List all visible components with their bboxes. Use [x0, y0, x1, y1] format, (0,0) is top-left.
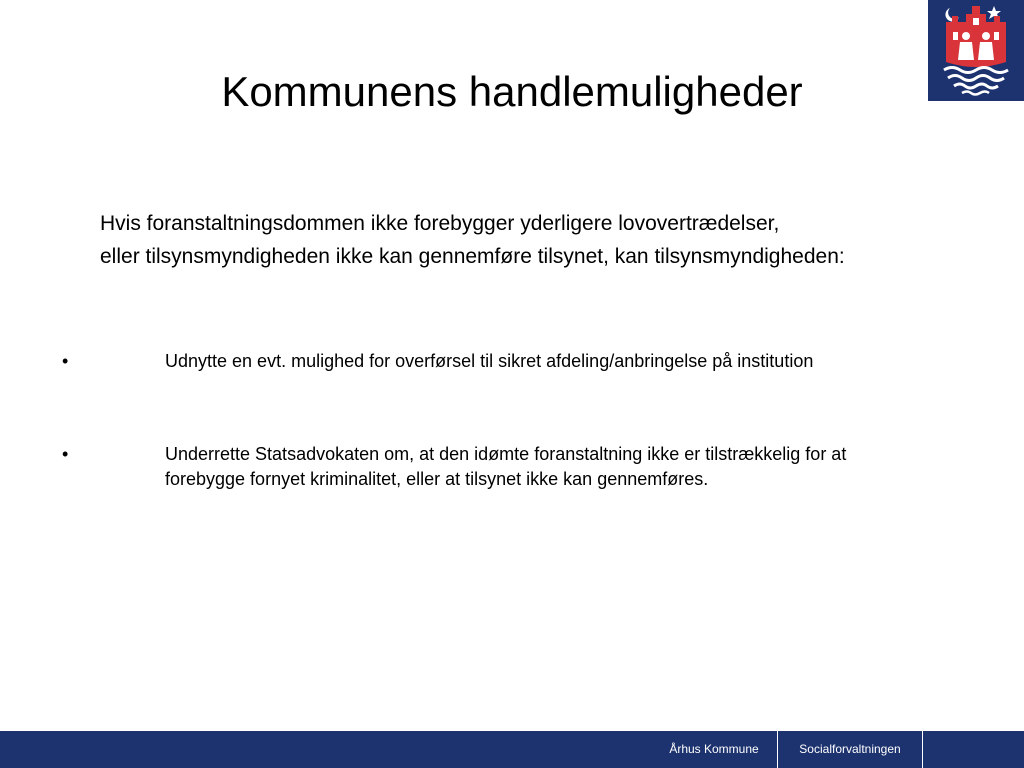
footer-department: Socialforvaltningen — [799, 742, 901, 756]
intro-line-2: eller tilsynsmyndigheden ikke kan gennemføre tilsynet, kan tilsynsmyndigheden: — [100, 245, 845, 268]
footer-divider — [922, 731, 923, 768]
bullet-text: Udnytte en evt. mulighed for overførsel til sikret afdeling/anbringelse på institution — [165, 351, 814, 371]
coat-of-arms-icon — [928, 0, 1024, 101]
bullet-text: Underrette Statsadvokaten om, at den idømte foranstaltning ikke er tilstrækkelig for at forebygge fornyet kriminalitet, eller at tilsynet ikke kan gennemføres. — [165, 444, 847, 489]
bullet-dot: • — [62, 351, 69, 371]
intro-line-1: Hvis foranstaltningsdommen ikke forebygger yderligere lovovertrædelser, — [100, 212, 780, 235]
intro-paragraph — [100, 206, 960, 271]
footer-organization: Århus Kommune — [669, 742, 759, 756]
bullet-dot: • — [62, 444, 69, 464]
slide-title: Kommunens handlemuligheder — [221, 68, 803, 116]
logo — [928, 0, 1024, 101]
footer-bar — [0, 731, 1024, 768]
